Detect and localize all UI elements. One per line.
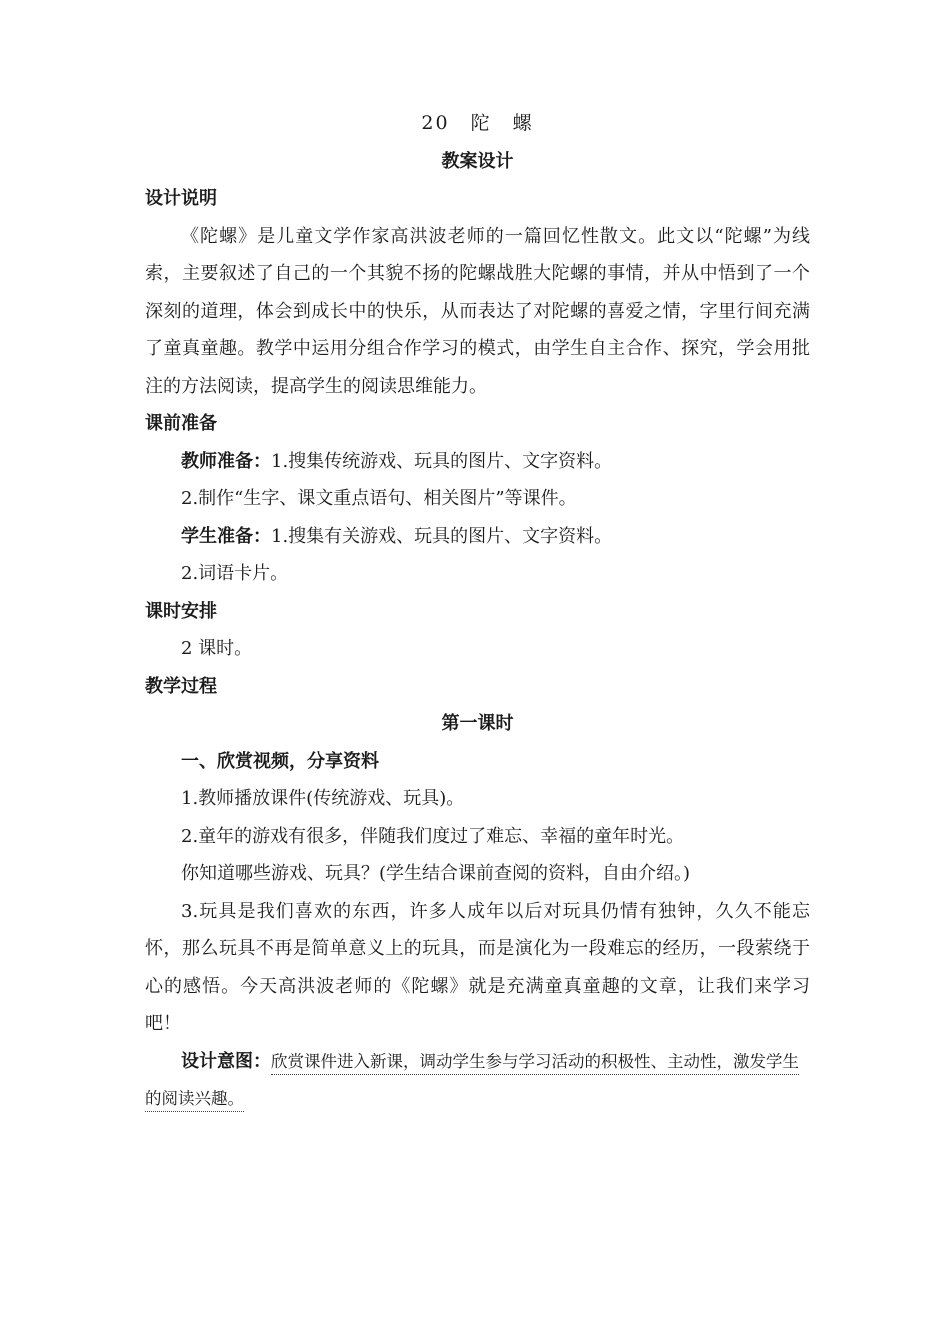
- preparation-heading: 课前准备: [145, 413, 217, 434]
- teacher-preparation-item-2: 2.制作“生字、课文重点语句、相关图片”等课件。: [181, 488, 577, 509]
- student-preparation-item-1: 1.搜集有关游戏、玩具的图片、文字资料。: [271, 525, 613, 547]
- document-page: [145, 105, 810, 1118]
- design-intent: [145, 1043, 810, 1118]
- process-item-1: 1.教师播放课件(传统游戏、玩具)。: [181, 788, 465, 809]
- student-preparation-line: [145, 518, 810, 556]
- student-preparation-label: 学生准备：: [181, 525, 271, 547]
- teacher-preparation-item-1: 1.搜集传统游戏、玩具的图片、文字资料。: [271, 450, 613, 472]
- design-note-paragraph: 《陀螺》是儿童文学作家高洪波老师的一篇回忆性散文。此文以“陀螺”为线索，主要叙述了自己的一个其貌不扬的陀螺战胜大陀螺的事情，并从中悟到了一个深刻的道理，体会到成长中的快乐，从而表达了对陀螺的喜爱之情，字里行间充满了童真童趣。教学中运用分组合作学习的模式，由学生自主合作、探究，学会用批注的方法阅读，提高学生的阅读思维能力。: [145, 225, 810, 397]
- schedule-heading: 课时安排: [145, 600, 217, 622]
- process-question: 你知道哪些游戏、玩具？(学生结合课前查阅的资料，自由介绍。): [181, 863, 691, 884]
- first-lesson-title: 第一课时: [441, 713, 514, 734]
- process-item-2: 2.童年的游戏有很多，伴随我们度过了难忘、幸福的童年时光。: [181, 825, 685, 847]
- design-intent-text: 欣赏课件进入新课，调动学生参与学习活动的积极性、主动性，激发学生的阅读兴趣。: [145, 1052, 799, 1113]
- teacher-preparation-label: 教师准备：: [181, 450, 271, 472]
- schedule-text: 2 课时。: [181, 638, 253, 659]
- process-item-3: 3.玩具是我们喜欢的东西，许多人成年以后对玩具仍情有独钟，久久不能忘怀，那么玩具不再是简单意义上的玩具，而是演化为一段难忘的经历，一段萦绕于心的感悟。今天高洪波老师的《陀螺》就是充满童真童趣的文章，让我们来学习吧！: [145, 900, 810, 1034]
- design-intent-label: 设计意图：: [181, 1050, 271, 1072]
- teacher-preparation-line: [145, 443, 810, 481]
- step-one-heading: 一、欣赏视频，分享资料: [181, 750, 379, 772]
- section-subtitle: 教案设计: [441, 150, 514, 172]
- student-preparation-item-2: 2.词语卡片。: [181, 563, 289, 584]
- lesson-title: 20 陀 螺: [421, 112, 534, 134]
- design-note-heading: 设计说明: [145, 188, 217, 209]
- process-heading: 教学过程: [145, 675, 217, 697]
